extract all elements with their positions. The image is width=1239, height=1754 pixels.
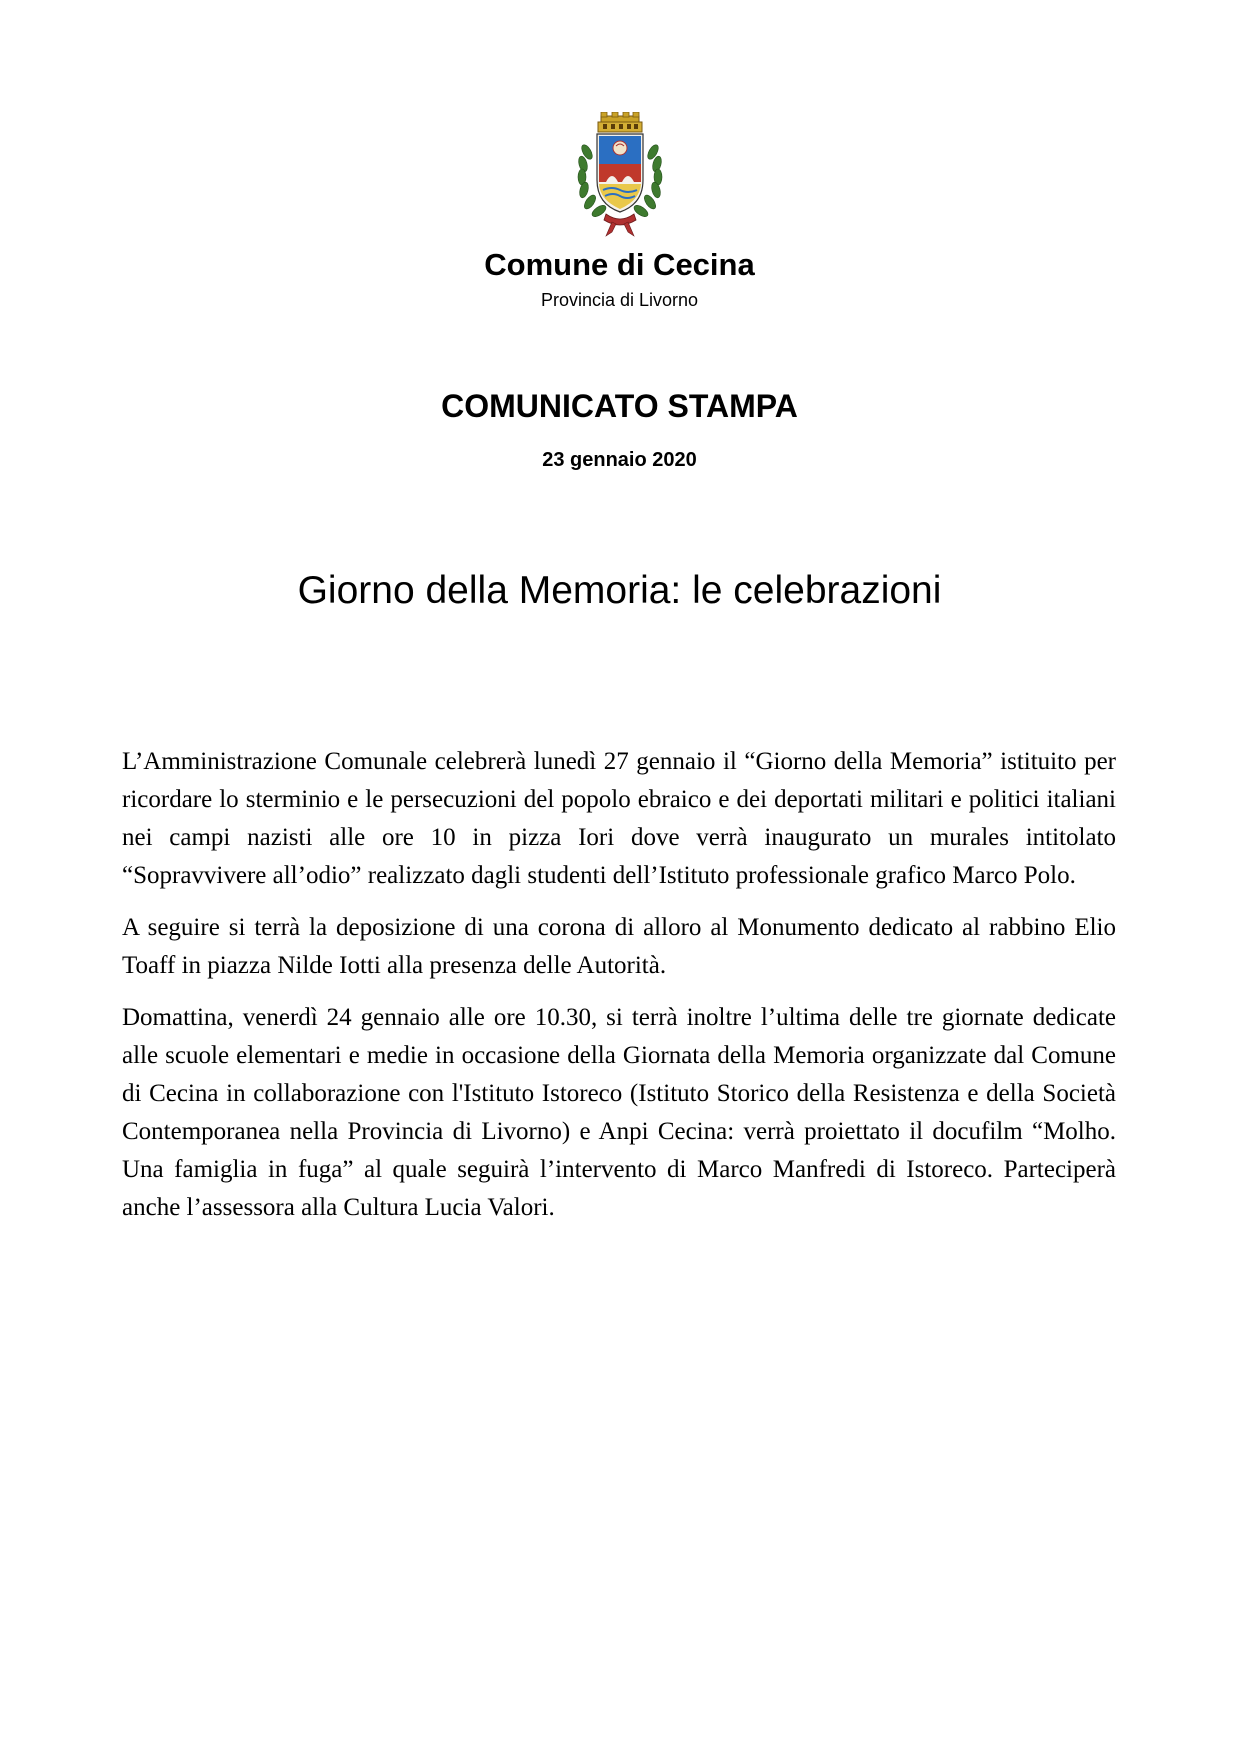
municipal-crest-icon	[570, 112, 670, 237]
body-text	[122, 743, 1116, 1241]
document-date: 23 gennaio 2020	[542, 449, 697, 471]
org-name: Comune di Cecina	[484, 247, 755, 282]
body-paragraph: L’Amministrazione Comunale celebrerà lunedì 27 gennaio il “Giorno della Memoria” istituito per ricordare lo sterminio e le persecuzioni del popolo ebraico e dei deportati militari e politici italiani nei campi nazisti alle ore 10 in pizza Iori dove verrà inaugurato un murales intitolato “Sopravvivere all’odio” realizzato dagli studenti dell’Istituto professionale grafico Marco Polo.	[122, 748, 1116, 889]
document-type: COMUNICATO STAMPA	[441, 388, 798, 424]
body-paragraph: A seguire si terrà la deposizione di una corona di alloro al Monumento dedicato al rabbino Elio Toaff in piazza Nilde Iotti alla presenza delle Autorità.	[122, 914, 1116, 979]
headline: Giorno della Memoria: le celebrazioni	[297, 569, 942, 612]
body-paragraph: Domattina, venerdì 24 gennaio alle ore 10.30, si terrà inoltre l’ultima delle tre giornate dedicate alle scuole elementari e medie in occasione della Giornata della Memoria organizzate dal Comune di Cecina in collaborazione con l'Istituto Istoreco (Istituto Storico della Resistenza e della Società Contemporanea nella Provincia di Livorno) e Anpi Cecina: verrà proiettato il docufilm “Molho. Una famiglia in fuga” al quale seguirà l’intervento di Marco Manfredi di Istoreco. Parteciperà anche l’assessora alla Cultura Lucia Valori.	[122, 1004, 1116, 1221]
org-subtitle: Provincia di Livorno	[540, 290, 699, 310]
